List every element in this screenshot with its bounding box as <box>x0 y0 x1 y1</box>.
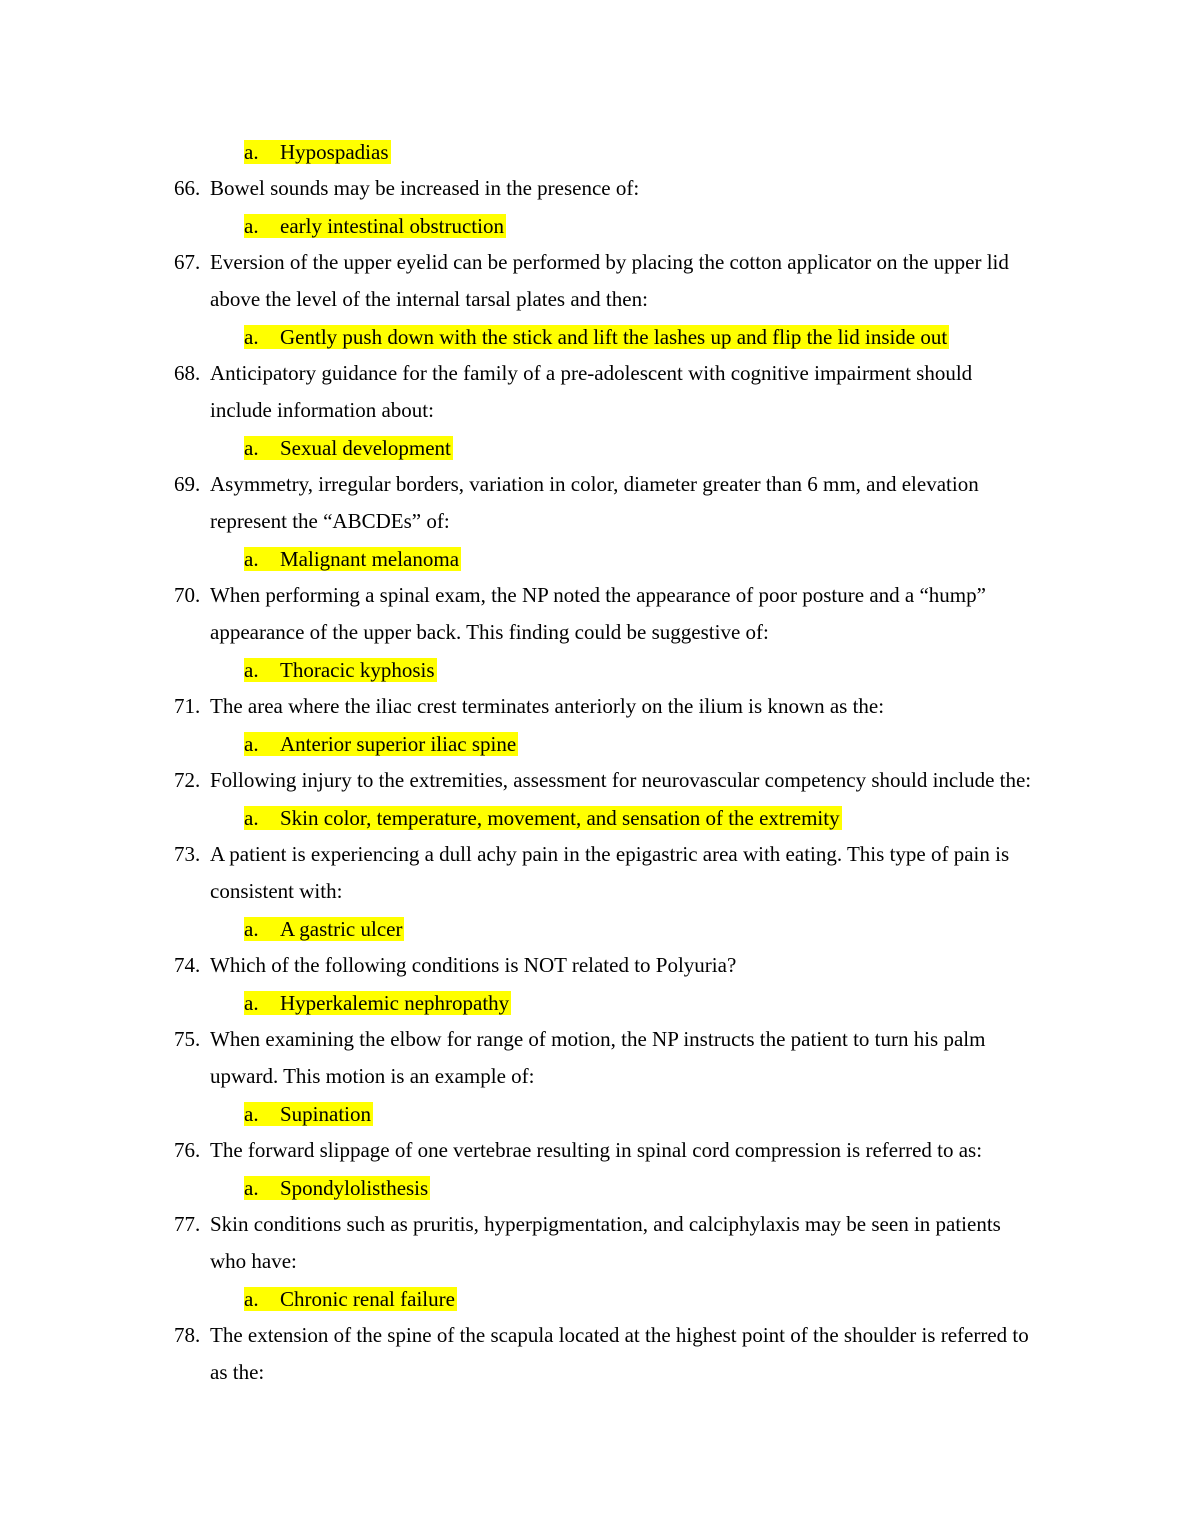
answer-text: Hypospadias <box>280 140 389 164</box>
answer-text: Thoracic kyphosis <box>280 658 435 682</box>
answer-line <box>0 1280 1190 1317</box>
question-text: When examining the elbow for range of motion, the NP instructs the patient to turn his palm <box>210 1027 986 1051</box>
highlighted-answer <box>244 140 391 164</box>
highlighted-answer <box>244 732 518 756</box>
answer-line <box>0 984 1190 1021</box>
question-line <box>0 577 1190 614</box>
question-continuation-line <box>0 614 1190 651</box>
answer-line <box>0 725 1190 762</box>
highlighted-answer <box>244 436 453 460</box>
question-text-continued: as the: <box>210 1360 265 1384</box>
answer-letter: a. <box>244 436 259 460</box>
question-continuation-line <box>0 1058 1190 1095</box>
answer-letter: a. <box>244 140 259 164</box>
question-text: Eversion of the upper eyelid can be performed by placing the cotton applicator on the upper lid <box>210 250 1009 274</box>
highlighted-answer <box>244 1176 430 1200</box>
question-line <box>0 466 1190 503</box>
question-number: 68. <box>174 361 201 385</box>
question-text-continued: who have: <box>210 1249 297 1273</box>
question-list <box>0 133 1190 1391</box>
question-line <box>0 1132 1190 1169</box>
answer-line <box>0 429 1190 466</box>
answer-letter: a. <box>244 214 259 238</box>
answer-line <box>0 540 1190 577</box>
question-text-continued: consistent with: <box>210 879 343 903</box>
question-line <box>0 170 1190 207</box>
question-text: When performing a spinal exam, the NP noted the appearance of poor posture and a “hump” <box>210 583 986 607</box>
highlighted-answer <box>244 214 506 238</box>
answer-text: Malignant melanoma <box>280 547 460 571</box>
question-continuation-line <box>0 1354 1190 1391</box>
answer-text: Gently push down with the stick and lift the lashes up and flip the lid inside out <box>280 325 948 349</box>
question-text: Following injury to the extremities, assessment for neurovascular competency should include the: <box>210 768 1032 792</box>
question-line <box>0 1206 1190 1243</box>
answer-text: Spondylolisthesis <box>280 1176 429 1200</box>
answer-text: A gastric ulcer <box>280 917 403 941</box>
answer-line <box>0 133 1190 170</box>
question-line <box>0 762 1190 799</box>
answer-text: Chronic renal failure <box>280 1287 455 1311</box>
question-text-continued: above the level of the internal tarsal plates and then: <box>210 287 648 311</box>
answer-text: early intestinal obstruction <box>280 214 504 238</box>
answer-letter: a. <box>244 806 259 830</box>
question-line <box>0 836 1190 873</box>
question-text: Which of the following conditions is NOT related to Polyuria? <box>210 953 737 977</box>
question-text: The area where the iliac crest terminates anteriorly on the ilium is known as the: <box>210 694 885 718</box>
question-number: 77. <box>174 1212 201 1236</box>
answer-letter: a. <box>244 1102 259 1126</box>
answer-line <box>0 651 1190 688</box>
highlighted-answer <box>244 325 949 349</box>
answer-line <box>0 799 1190 836</box>
answer-line <box>0 207 1190 244</box>
question-number: 74. <box>174 953 201 977</box>
highlighted-answer <box>244 917 404 941</box>
question-text-continued: appearance of the upper back. This finding could be suggestive of: <box>210 620 769 644</box>
answer-line <box>0 910 1190 947</box>
question-number: 70. <box>174 583 201 607</box>
question-text: A patient is experiencing a dull achy pain in the epigastric area with eating. This type of pain is <box>210 842 1010 866</box>
question-line <box>0 244 1190 281</box>
question-number: 73. <box>174 842 201 866</box>
answer-letter: a. <box>244 1287 259 1311</box>
question-continuation-line <box>0 281 1190 318</box>
answer-letter: a. <box>244 991 259 1015</box>
answer-letter: a. <box>244 1176 259 1200</box>
question-continuation-line <box>0 503 1190 540</box>
highlighted-answer <box>244 806 842 830</box>
highlighted-answer <box>244 991 511 1015</box>
highlighted-answer <box>244 1102 373 1126</box>
highlighted-answer <box>244 1287 457 1311</box>
question-number: 67. <box>174 250 201 274</box>
question-continuation-line <box>0 392 1190 429</box>
question-text: The extension of the spine of the scapula located at the highest point of the shoulder is referred to <box>210 1323 1029 1347</box>
question-line <box>0 688 1190 725</box>
question-number: 72. <box>174 768 201 792</box>
question-text: Skin conditions such as pruritis, hyperpigmentation, and calciphylaxis may be seen in patients <box>210 1212 1001 1236</box>
question-line <box>0 355 1190 392</box>
question-line <box>0 947 1190 984</box>
question-text: Bowel sounds may be increased in the presence of: <box>210 176 640 200</box>
question-text: The forward slippage of one vertebrae resulting in spinal cord compression is referred to as: <box>210 1138 983 1162</box>
question-text-continued: include information about: <box>210 398 434 422</box>
question-continuation-line <box>0 873 1190 910</box>
question-text: Asymmetry, irregular borders, variation in color, diameter greater than 6 mm, and elevation <box>210 472 979 496</box>
highlighted-answer <box>244 547 461 571</box>
question-number: 76. <box>174 1138 201 1162</box>
question-number: 66. <box>174 176 201 200</box>
answer-letter: a. <box>244 325 259 349</box>
question-number: 71. <box>174 694 201 718</box>
question-text: Anticipatory guidance for the family of a pre-adolescent with cognitive impairment should <box>210 361 973 385</box>
answer-line <box>0 1169 1190 1206</box>
answer-letter: a. <box>244 547 259 571</box>
answer-letter: a. <box>244 732 259 756</box>
answer-text: Anterior superior iliac spine <box>280 732 517 756</box>
question-line <box>0 1021 1190 1058</box>
answer-text: Hyperkalemic nephropathy <box>280 991 510 1015</box>
answer-letter: a. <box>244 658 259 682</box>
question-number: 69. <box>174 472 201 496</box>
answer-text: Supination <box>280 1102 372 1126</box>
answer-line <box>0 1095 1190 1132</box>
question-text-continued: upward. This motion is an example of: <box>210 1064 535 1088</box>
question-continuation-line <box>0 1243 1190 1280</box>
highlighted-answer <box>244 658 437 682</box>
question-number: 75. <box>174 1027 201 1051</box>
answer-text: Skin color, temperature, movement, and sensation of the extremity <box>280 806 840 830</box>
answer-letter: a. <box>244 917 259 941</box>
question-line <box>0 1317 1190 1354</box>
question-text-continued: represent the “ABCDEs” of: <box>210 509 450 533</box>
question-number: 78. <box>174 1323 201 1347</box>
answer-line <box>0 318 1190 355</box>
answer-text: Sexual development <box>280 436 451 460</box>
